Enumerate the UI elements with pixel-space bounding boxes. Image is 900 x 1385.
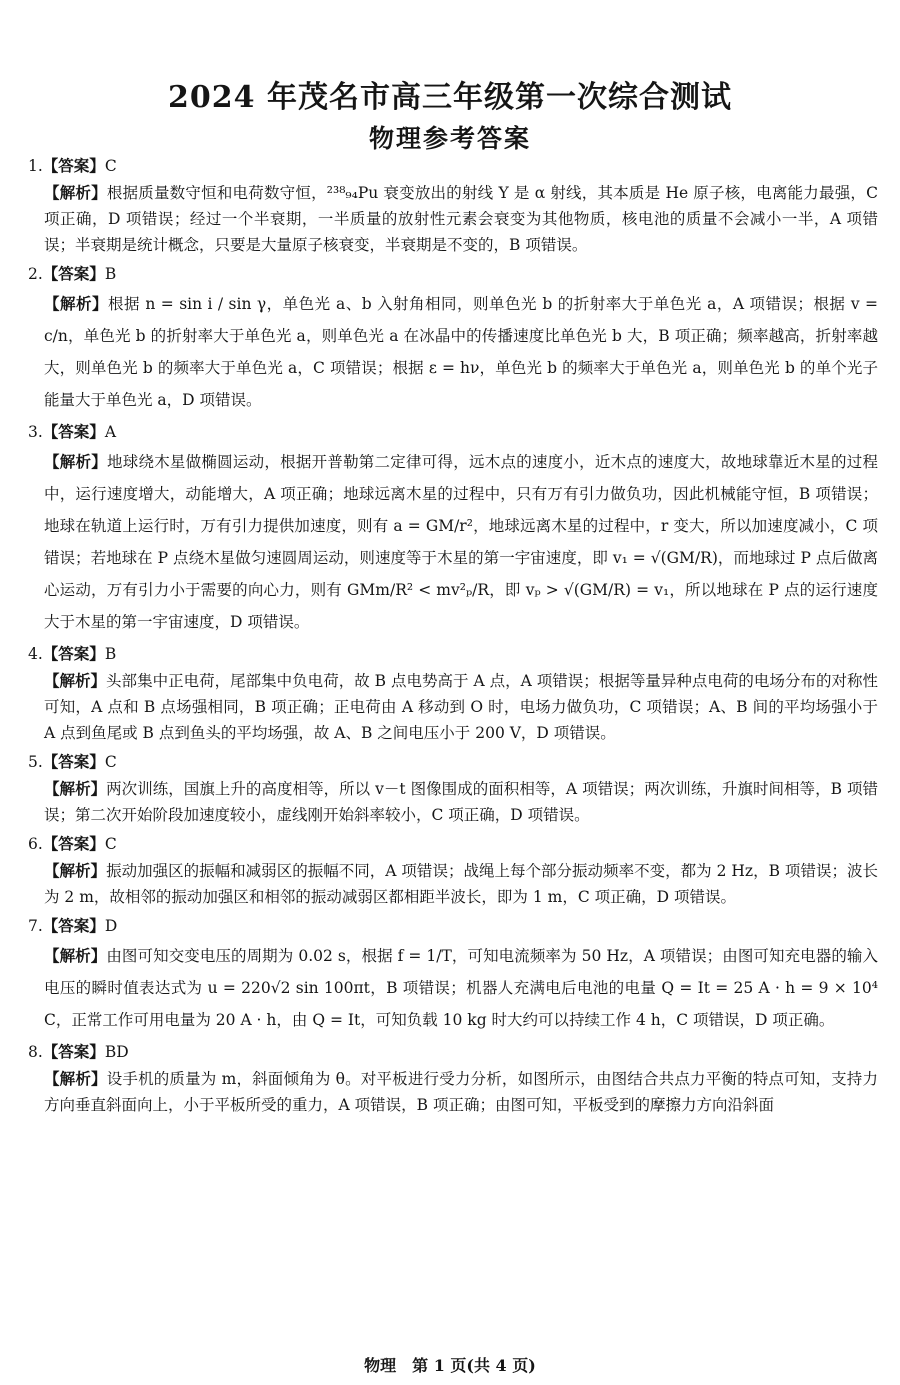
page-title: 2024 年茂名市高三年级第一次综合测试 — [168, 80, 732, 115]
answer-line — [28, 1040, 878, 1064]
analysis-paragraph — [44, 668, 878, 746]
answer-tag: 【答案】 — [42, 752, 105, 771]
answer-value: B — [104, 645, 117, 663]
answer-tag: 【答案】 — [42, 1042, 105, 1061]
question-3 — [28, 420, 878, 638]
analysis-tag: 【解析】 — [44, 294, 108, 313]
answer-line — [28, 832, 878, 856]
analysis-tag: 【解析】 — [44, 671, 107, 690]
answer-value: C — [104, 835, 117, 853]
analysis-paragraph — [44, 776, 878, 828]
analysis-tag: 【解析】 — [44, 779, 107, 798]
analysis-paragraph — [44, 180, 878, 258]
question-5 — [28, 750, 878, 828]
analysis-text: 振动加强区的振幅和减弱区的振幅不同，A 项错误；战绳上每个部分振动频率不变，都为 2 Hz，B 项错误；波长为 2 m，故相邻的振动加强区和相邻的振动减弱区都相距半波长，即为 1 m，C 项正确，D 项错误。 — [44, 862, 878, 906]
analysis-paragraph — [44, 446, 878, 638]
answer-tag: 【答案】 — [42, 264, 105, 283]
answer-list — [28, 150, 878, 1118]
analysis-text: 设手机的质量为 m，斜面倾角为 θ。对平板进行受力分析，如图所示，由图结合共点力平衡的特点可知，支持力方向垂直斜面向上，小于平板所受的重力，A 项错误，B 项正确；由图可知，平板受到的摩擦力方向沿斜面 — [44, 1070, 878, 1114]
analysis-tag: 【解析】 — [44, 861, 107, 880]
question-number: 6. — [28, 835, 43, 853]
analysis-paragraph — [44, 1066, 878, 1118]
answer-line — [28, 154, 878, 178]
answer-tag: 【答案】 — [42, 422, 105, 441]
answer-line — [28, 420, 878, 444]
analysis-paragraph — [44, 288, 878, 416]
answer-value: A — [104, 423, 117, 441]
answer-value: C — [104, 157, 117, 175]
question-number: 3. — [28, 423, 43, 441]
question-7 — [28, 914, 878, 1036]
question-4 — [28, 642, 878, 746]
question-number: 2. — [28, 265, 43, 283]
question-6 — [28, 832, 878, 910]
answer-tag: 【答案】 — [42, 916, 105, 935]
analysis-text: 地球绕木星做椭圆运动，根据开普勒第二定律可得，远木点的速度小，近木点的速度大，故地球靠近木星的过程中，运行速度增大，动能增大，A 项正确；地球远离木星的过程中，只有万有引力做负功，因此机械能守恒，B 项错误；地球在轨道上运行时，万有引力提供加速度，则有 a = GM/r²，地球远离木星的过程中，r 变大，所以加速度减小，C 项错误；若地球在 P 点绕木星做匀速圆周运动，则速度等于木星的第一宇宙速度，即 v₁ = √(GM/R)，而地球过 P 点后做离心运动，万有引力小于需要的向心力，则有 GMm/R² < mv²ₚ/R，即 vₚ > √(GM/R) = v₁，所以地球在 P 点的运行速度大于木星的第一宇宙速度，D 项错误。 — [44, 453, 878, 631]
answer-value: D — [104, 917, 118, 935]
answer-value: B — [104, 265, 117, 283]
question-2 — [28, 262, 878, 416]
analysis-text: 头部集中正电荷，尾部集中负电荷，故 B 点电势高于 A 点，A 项错误；根据等量异种点电荷的电场分布的对称性可知，A 点和 B 点场强相同，B 项正确；正电荷由 A 移动到 O 时，电场力做负功，C 项错误；A、B 间的平均场强小于 A 点到鱼尾或 B 点到鱼头的平均场强，故 A、B 之间电压小于 200 V，D 项错误。 — [44, 672, 878, 742]
answer-tag: 【答案】 — [42, 156, 105, 175]
analysis-tag: 【解析】 — [44, 452, 107, 471]
question-number: 4. — [28, 645, 43, 663]
analysis-text: 根据 n = sin i / sin γ，单色光 a、b 入射角相同，则单色光 b 的折射率大于单色光 a，A 项错误；根据 v = c/n，单色光 b 的折射率大于单色光 a，则单色光 a 在冰晶中的传播速度比单色光 b 大，B 项正确；频率越高，折射率越大，则单色光 b 的频率大于单色光 a，C 项错误；根据 ε = hν，单色光 b 的频率大于单色光 a，则单色光 b 的单个光子能量大于单色光 a，D 项错误。 — [44, 295, 878, 409]
question-number: 8. — [28, 1043, 43, 1061]
question-number: 5. — [28, 753, 43, 771]
answer-line — [28, 750, 878, 774]
answer-value: C — [104, 753, 117, 771]
page-footer: 物理 第 1 页(共 4 页) — [364, 1356, 536, 1375]
question-number: 1. — [28, 157, 43, 175]
page-subtitle: 物理参考答案 — [368, 124, 531, 153]
analysis-tag: 【解析】 — [44, 946, 107, 965]
answer-value: BD — [104, 1043, 129, 1061]
question-number: 7. — [28, 917, 43, 935]
answer-tag: 【答案】 — [42, 644, 105, 663]
answer-tag: 【答案】 — [42, 834, 105, 853]
analysis-tag: 【解析】 — [44, 183, 107, 202]
answer-line — [28, 642, 878, 666]
question-1 — [28, 154, 878, 258]
analysis-paragraph — [44, 858, 878, 910]
analysis-text: 两次训练，国旗上升的高度相等，所以 v－t 图像围成的面积相等，A 项错误；两次训练，升旗时间相等，B 项错误；第二次开始阶段加速度较小，虚线刚开始斜率较小，C 项正确，D 项错误。 — [44, 780, 878, 824]
analysis-tag: 【解析】 — [44, 1069, 107, 1088]
analysis-text: 由图可知交变电压的周期为 0.02 s，根据 f = 1/T，可知电流频率为 50 Hz，A 项错误；由图可知充电器的输入电压的瞬时值表达式为 u = 220√2 sin 100πt，B 项错误；机器人充满电后电池的电量 Q = It = 25 A · h = 9 × 10⁴ C，正常工作可用电量为 20 A · h，由 Q = It，可知负载 10 kg 时大约可以持续工作 4 h，C 项错误，D 项正确。 — [44, 947, 878, 1029]
analysis-text: 根据质量数守恒和电荷数守恒，²³⁸₉₄Pu 衰变放出的射线 Y 是 α 射线，其本质是 He 原子核，电离能力最强，C 项正确，D 项错误；经过一个半衰期，一半质量的放射性元素会衰变为其他物质，核电池的质量不会减小一半，A 项错误；半衰期是统计概念，只要是大量原子核衰变，半衰期是不变的，B 项错误。 — [44, 184, 878, 254]
question-8 — [28, 1040, 878, 1118]
answer-line — [28, 914, 878, 938]
answer-line — [28, 262, 878, 286]
analysis-paragraph — [44, 940, 878, 1036]
